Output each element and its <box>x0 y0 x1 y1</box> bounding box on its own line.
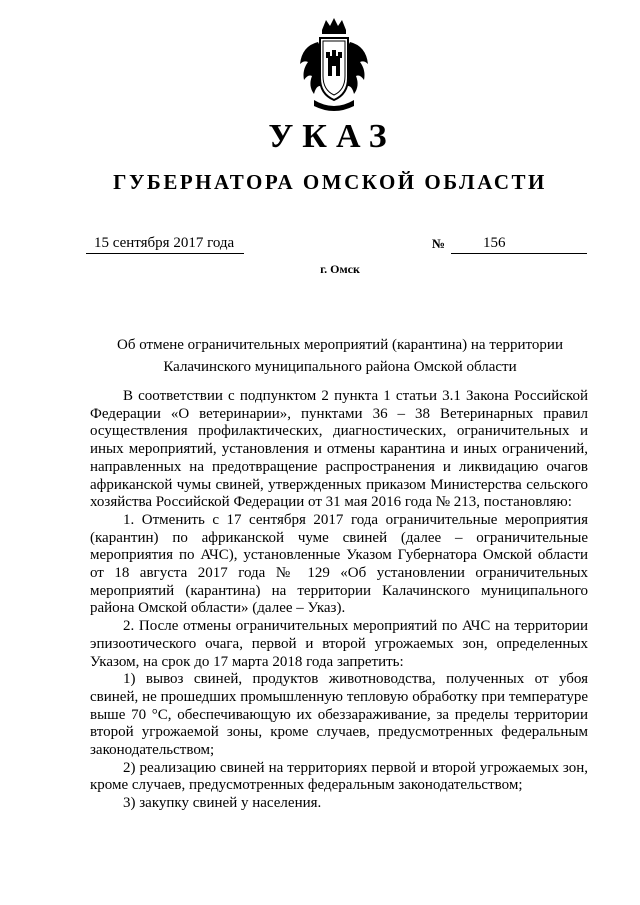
paragraph-item-1: 1. Отменить с 17 сентября 2017 года ограничительные мероприятия (карантин) по африканской чуме свиней (далее – ограничительные мероприятия по АЧС), установленные Указом Губернатора Омской области от 18 августа 2017 года № 129 «Об установлении ограничительных мероприятий (карантина) на территории Калачинского муниципального района Омской области» (далее – Указ). <box>90 511 588 617</box>
document-subtitle: ГУБЕРНАТОРА ОМСКОЙ ОБЛАСТИ <box>113 170 547 194</box>
paragraph-preamble: В соответствии с подпунктом 2 пункта 1 статьи 3.1 Закона Российской Федерации «О ветеринарии», пунктами 36 – 38 Ветеринарных правил осуществления профилактических, диагностических, ограничительных и иных мероприятий, установления и отмены карантина и иных ограничений, направленных на предотвращение распространения и ликвидацию очагов африканской чумы свиней, утвержденных приказом Министерства сельского хозяйства Российской Федерации от 31 мая 2016 года № 213, постановляю: <box>90 388 588 511</box>
document-city: г. Омск <box>320 262 360 276</box>
document-number: 156 <box>451 234 587 254</box>
paragraph-subitem-2: 2) реализацию свиней на территориях первой и второй угрожаемых зон, кроме случаев, предусмотренных федеральным законодательством; <box>90 759 588 794</box>
paragraph-item-2: 2. После отмены ограничительных мероприятий по АЧС на территории эпизоотического очага, первой и второй угрожаемых зон, определенных Указом, на срок до 17 марта 2018 года запретить: <box>90 618 588 670</box>
document-heading <box>90 334 590 378</box>
document-date: 15 сентября 2017 года <box>86 234 244 254</box>
document-title: УКАЗ <box>268 118 396 155</box>
heading-line-1: Об отмене ограничительных мероприятий (карантина) на территории <box>117 337 563 353</box>
number-label: № <box>432 236 446 251</box>
coat-of-arms-icon <box>296 16 372 116</box>
heading-line-2: Калачинского муниципального района Омской области <box>163 359 517 375</box>
paragraph-subitem-1: 1) вывоз свиней, продуктов животноводства, полученных от убоя свиней, не прошедших промышленную тепловую обработку при температуре выше 70 °С, обеспечивающую их обеззараживание, за пределы территории второй угрожаемой зоны, кроме случаев, предусмотренных федеральным законодательством; <box>90 671 588 759</box>
paragraph-subitem-3: 3) закупку свиней у населения. <box>123 795 322 812</box>
document-body <box>90 388 588 813</box>
